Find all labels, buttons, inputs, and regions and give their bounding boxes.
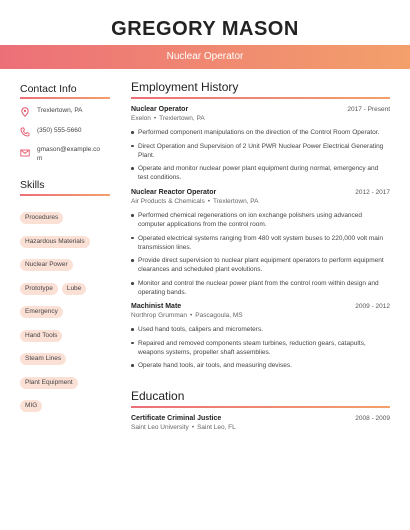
skills-list <box>20 206 115 418</box>
skill-pill: Steam Lines <box>20 353 66 365</box>
skill-pill: Nuclear Power <box>20 259 73 271</box>
job-bullet: Used hand tools, calipers and micrometers. <box>131 325 390 334</box>
header-banner <box>0 45 410 69</box>
skill-pill: Hazardous Materials <box>20 236 90 248</box>
job-entry <box>131 189 390 302</box>
job-bullet: Operated electrical systems ranging from 480 volt system buses to 220,000 volt main transmission lines. <box>131 234 390 252</box>
job-bullets <box>131 211 390 297</box>
job-title: Nuclear Operator <box>131 106 189 113</box>
job-dates: 2017 - Present <box>347 106 390 113</box>
job-bullet: Performed chemical regenerations on ion exchange polishers using advanced computer applications from the control room. <box>131 211 390 229</box>
job-company: Northrop Grumman <box>131 312 187 319</box>
phone-icon <box>20 127 30 137</box>
skill-pill: Procedures <box>20 212 63 224</box>
job-dates: 2009 - 2012 <box>355 303 390 310</box>
education-degree: Certificate Criminal Justice <box>131 415 222 422</box>
job-bullet: Direct Operation and Supervision of 2 Unit PWR Nuclear Power Electrical Generating Plant. <box>131 142 390 160</box>
skill-pill: Emergency <box>20 306 63 318</box>
job-location: Trexlertown, PA <box>212 198 259 205</box>
job-bullets <box>131 128 390 182</box>
email-icon <box>20 148 30 158</box>
skill-pill: Hand Tools <box>20 330 62 342</box>
job-bullet: Operate hand tools, air tools, and measuring devises. <box>131 361 390 370</box>
education-location: Saint Leo, FL <box>197 424 236 431</box>
job-company-line: Northrop Grumman • Pascagoula, MS <box>131 312 243 319</box>
contact-phone <box>20 127 115 137</box>
skill-pill: Lube <box>62 283 86 295</box>
skills-heading-rule <box>20 194 110 196</box>
education-entry <box>131 415 390 431</box>
job-company: Exelon <box>131 115 151 122</box>
job-title: Machinist Mate <box>131 303 182 310</box>
job-company: Air Products & Chemicals <box>131 198 205 205</box>
contact-location <box>20 107 115 117</box>
job-dates: 2012 - 2017 <box>355 189 390 196</box>
skill-pill: MIG <box>20 400 42 412</box>
job-bullet: Provide direct supervision to nuclear plant equipment operators to perform equipment clearances and scheduled plant evolutions. <box>131 256 390 274</box>
job-bullet: Operate and monitor nuclear power plant equipment during normal, emergency and test conditions. <box>131 164 390 182</box>
job-bullets <box>131 325 390 370</box>
education-school-line: Saint Leo University • Saint Leo, FL <box>131 424 236 431</box>
job-company-line: Air Products & Chemicals • Trexlertown, PA <box>131 198 259 205</box>
job-location: Pascagoula, MS <box>195 312 243 319</box>
job-bullet: Performed component manipulations on the direction of the Control Room Operator. <box>131 128 390 137</box>
job-location: Trexlertown, PA <box>159 115 205 122</box>
skills-heading: Skills <box>20 179 45 191</box>
job-company-line: Exelon • Trexlertown, PA <box>131 115 205 122</box>
candidate-name: GREGORY MASON <box>111 18 299 40</box>
contact-email-text[interactable]: gmason@example.com <box>37 146 100 162</box>
education-heading: Education <box>131 389 185 403</box>
job-entry <box>131 106 390 187</box>
contact-heading-rule <box>20 97 110 99</box>
employment-heading: Employment History <box>131 80 239 94</box>
job-entry <box>131 303 390 375</box>
contact-phone-text: (350) 555-5660 <box>37 127 82 134</box>
contact-heading: Contact Info <box>20 83 77 95</box>
contact-location-text: Trexlertown, PA <box>37 107 83 114</box>
education-heading-rule <box>131 406 390 408</box>
job-bullet: Monitor and control the nuclear power plant from the control room within design and operating bands. <box>131 279 390 297</box>
employment-heading-rule <box>131 97 390 99</box>
skill-pill: Prototype <box>20 283 58 295</box>
job-bullet: Repaired and removed components steam turbines, reduction gears, catapults, weapons systems, propeller shaft assemblies. <box>131 339 390 357</box>
banner-job-title: Nuclear Operator <box>166 51 244 62</box>
education-school: Saint Leo University <box>131 424 189 431</box>
job-title: Nuclear Reactor Operator <box>131 189 217 196</box>
education-dates: 2008 - 2009 <box>355 415 390 422</box>
contact-email <box>20 146 115 164</box>
location-pin-icon <box>20 107 30 117</box>
skill-pill: Plant Equipment <box>20 377 78 389</box>
